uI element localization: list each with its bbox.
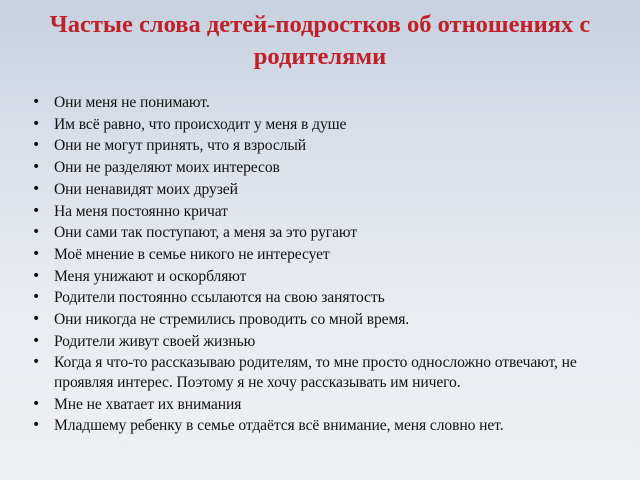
bullet-list xyxy=(31,93,616,438)
list-item: • На меня постоянно кричат xyxy=(31,202,616,221)
list-item: • Меня унижают и оскорбляют xyxy=(31,267,616,286)
list-item: • Они не могут принять, что я взрослый xyxy=(31,136,616,155)
list-item: • Они меня не понимают. xyxy=(31,93,616,112)
list-item: • Они ненавидят моих друзей xyxy=(31,180,616,199)
list-item: • Моё мнение в семье никого не интересует xyxy=(31,245,616,264)
list-item: • Они сами так поступают, а меня за это ругают xyxy=(31,223,616,242)
list-item: • Родители постоянно ссылаются на свою занятость xyxy=(31,288,616,307)
list-item: • Когда я что-то рассказываю родителям, то мне просто односложно отвечают, не проявляя интерес. Поэтому я не хочу рассказывать им ничего. xyxy=(31,353,616,392)
slide-title: Частые слова детей-подростков об отношениях с родителями xyxy=(49,11,591,70)
list-item: • Они никогда не стремились проводить со мной время. xyxy=(31,310,616,329)
list-item: • Младшему ребенку в семье отдаётся всё внимание, меня словно нет. xyxy=(31,416,616,435)
list-item: • Мне не хватает их внимания xyxy=(31,395,616,414)
list-item: • Родители живут своей жизнью xyxy=(31,332,616,351)
list-item: • Они не разделяют моих интересов xyxy=(31,158,616,177)
list-item: • Им всё равно, что происходит у меня в душе xyxy=(31,115,616,134)
